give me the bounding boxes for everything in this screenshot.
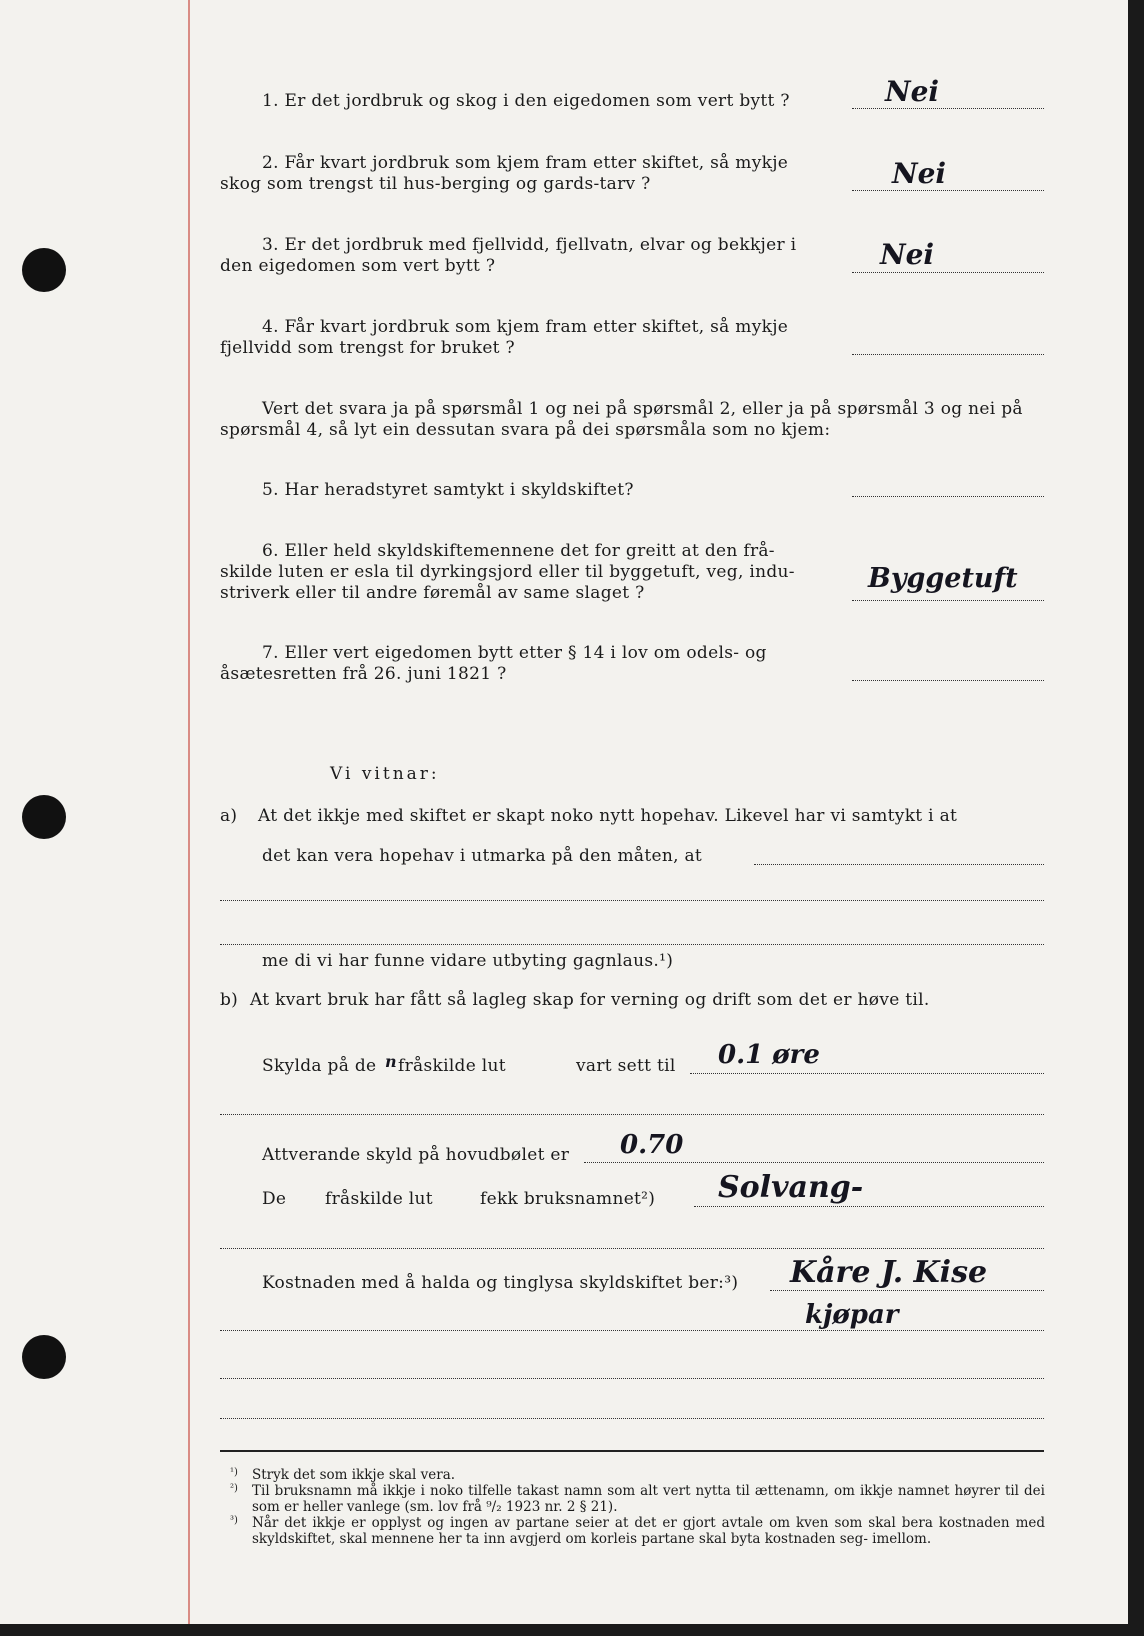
fill-line [770,1290,1044,1291]
skylda-label: Skylda på de [262,1056,377,1076]
attverande-value-handwritten: 0.70 [620,1130,684,1160]
answer-line [852,680,1044,681]
attverande-label: Attverande skyld på hovudbølet er [262,1145,570,1165]
fill-line [220,1378,1044,1379]
bruksnamn-label: fekk bruksnamnet²) [480,1189,656,1209]
footnote-divider [220,1450,1044,1452]
footnote-text: Stryk det som ikkje skal vera. [252,1467,456,1483]
question-3-line1: 3. Er det jordbruk med fjellvidd, fjellvatn, elvar og bekkjer i [262,235,797,255]
question-5: 5. Har heradstyret samtykt i skyldskiftet? [262,480,634,500]
witness-a-line1: At det ikkje med skiftet er skapt noko nytt hopehav. Likevel har vi samtykt i at [258,806,958,826]
question-4-line2: fjellvidd som trengst for bruket ? [220,338,515,358]
fill-line [220,1330,1044,1331]
skylda-value-handwritten: 0.1 øre [718,1040,820,1070]
bruksnamn-value-handwritten: Solvang- [718,1170,864,1205]
question-7-line2: åsætesretten frå 26. juni 1821 ? [220,664,507,684]
skylda-handwritten-suffix: n [385,1052,397,1071]
question-4-line1: 4. Får kvart jordbruk som kjem fram etter skiftet, så mykje [262,317,789,337]
footnote-text: Til bruksnamn må ikkje i noko tilfelle takast namn som alt vert nytta til ættenamn, om ikkje namnet høyrer til dei som er heller vanlege (sm. lov frå ⁹/₂ 1923 nr. 2 § 21). [252,1483,1045,1515]
fill-line [220,900,1044,901]
fill-line [220,1418,1044,1419]
question-6-line2: skilde luten er esla til dyrkingsjord eller til byggetuft, veg, indu- [220,562,795,582]
footnote-mark: ²) [230,1483,238,1494]
question-6-line3: striverk eller til andre føremål av same slaget ? [220,583,645,603]
fraskilde-lut-label: fråskilde lut [325,1189,433,1209]
answer-line [852,272,1044,273]
kostnad-signature-role: kjøpar [805,1300,899,1330]
fill-line [754,864,1044,865]
footnote [230,1467,1045,1483]
punch-hole [22,795,66,839]
answer-1-handwritten: Nei [885,75,940,108]
skylda-vart-sett-label: vart sett til [576,1056,676,1076]
answer-line [852,108,1044,109]
witness-b-label: b) [220,990,239,1010]
answer-line [852,190,1044,191]
answer-3-handwritten: Nei [880,238,935,271]
answer-6-handwritten: Byggetuft [868,563,1018,594]
fill-line [584,1162,1044,1163]
fill-line [220,1114,1044,1115]
question-2-line2: skog som trengst til hus-berging og gards-tarv ? [220,174,651,194]
witness-a-line3: me di vi har funne vidare utbyting gagnlaus.¹) [262,951,674,971]
kostnad-label: Kostnaden med å halda og tinglysa skyldskiftet ber:³) [262,1273,739,1293]
de-label: De [262,1189,287,1209]
skylda-fraskilde-label: fråskilde lut [398,1056,506,1076]
footnote-text: Når det ikkje er opplyst og ingen av partane seier at det er gjort avtale om kven som skal bera kostnaden med skyldskiftet, skal mennene her ta inn avgjerd om korleis partane skal byta kostnaden seg- imellom. [252,1515,1045,1547]
witness-b-line: At kvart bruk har fått så lagleg skap for verning og drift som det er høve til. [250,990,930,1010]
fill-line [220,1248,1044,1249]
conditional-line1: Vert det svara ja på spørsmål 1 og nei på spørsmål 2, eller ja på spørsmål 3 og nei på [262,399,1023,419]
footnote [230,1483,1045,1515]
question-2-line1: 2. Får kvart jordbruk som kjem fram etter skiftet, så mykje [262,153,789,173]
question-6-line1: 6. Eller held skyldskiftemennene det for greitt at den frå- [262,541,775,561]
fill-line [220,944,1044,945]
kostnad-value-handwritten: Kåre J. Kise [790,1255,988,1290]
footnotes [230,1467,1045,1547]
fill-line [690,1073,1044,1074]
footnote-mark: ³) [230,1515,238,1526]
fill-line [694,1206,1044,1207]
question-7-line1: 7. Eller vert eigedomen bytt etter § 14 i lov om odels- og [262,643,767,663]
punch-hole [22,1335,66,1379]
question-1: 1. Er det jordbruk og skog i den eigedomen som vert bytt ? [262,91,790,111]
witness-a-line2: det kan vera hopehav i utmarka på den måten, at [262,846,703,866]
witness-heading: Vi vitnar: [330,764,440,784]
answer-line [852,600,1044,601]
question-3-line2: den eigedomen som vert bytt ? [220,256,496,276]
punch-hole [22,248,66,292]
witness-a-label: a) [220,806,238,826]
footnote [230,1515,1045,1547]
answer-line [852,496,1044,497]
footnote-mark: ¹) [230,1467,238,1478]
margin-line [188,0,190,1624]
answer-2-handwritten: Nei [892,157,947,190]
answer-line [852,354,1044,355]
conditional-line2: spørsmål 4, så lyt ein dessutan svara på dei spørsmåla som no kjem: [220,420,831,440]
